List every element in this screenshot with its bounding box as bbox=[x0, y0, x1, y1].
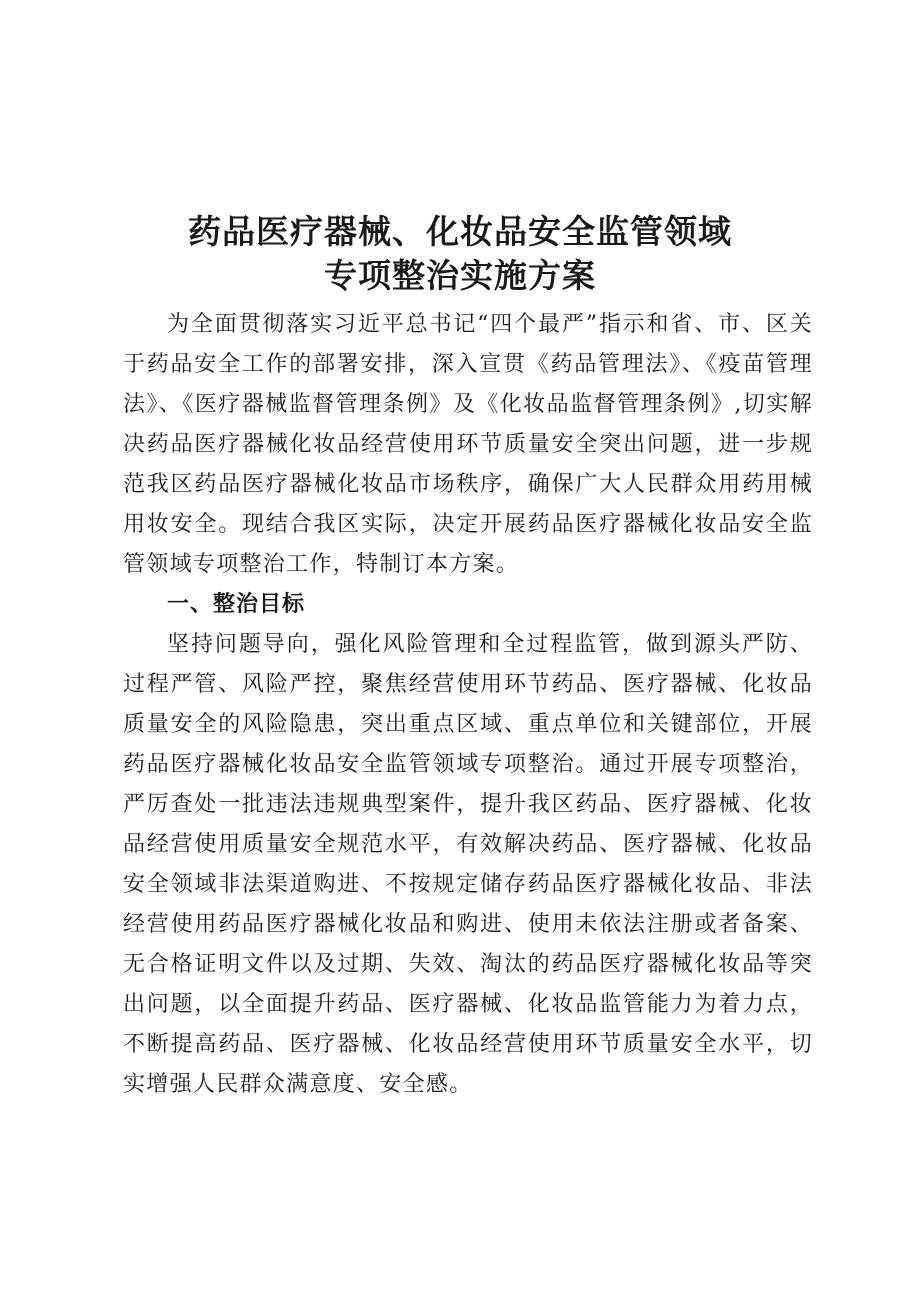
section-heading-goals: 一、整治目标 bbox=[167, 592, 306, 617]
section-paragraph-goals: 坚持问题导向，强化风险管理和全过程监管，做到源头严防、过程严管、风险严控，聚焦经营使用环节药品、医疗器械、化妆品质量安全的风险隐患，突出重点区域、重点单位和关键部位，开展药品医疗器械化妆品安全监管领域专项整治。通过开展专项整治，严厉查处一批违法违规典型案件，提升我区药品、医疗器械、化妆品经营使用质量安全规范水平，有效解决药品、医疗器械、化妆品安全领域非法渠道购进、不按规定储存药品医疗器械化妆品、非法经营使用药品医疗器械化妆品和购进、使用未依法注册或者备案、无合格证明文件以及过期、失效、淘汰的药品医疗器械化妆品等突出问题，以全面提升药品、医疗器械、化妆品监管能力为着力点，不断提高药品、医疗器械、化妆品经营使用环节质量安全水平，切实增强人民群众满意度、安全感。 bbox=[123, 632, 813, 1097]
document-body bbox=[123, 305, 813, 1105]
document-title-line2: 专项整治实施方案 bbox=[324, 256, 596, 295]
intro-paragraph: 为全面贯彻落实习近平总书记“四个最严”指示和省、市、区关于药品安全工作的部署安排，深入宣贯《药品管理法》、《疫苗管理法》、《医疗器械监督管理条例》及《化妆品监督管理条例》,切实解决药品医疗器械化妆品经营使用环节质量安全突出问题，进一步规范我区药品医疗器械化妆品市场秩序，确保广大人民群众用药用械用妆安全。现结合我区实际，决定开展药品医疗器械化妆品安全监管领域专项整治工作，特制订本方案。 bbox=[123, 312, 813, 577]
document-title-line1: 药品医疗器械、化妆品安全监管领域 bbox=[188, 212, 732, 251]
